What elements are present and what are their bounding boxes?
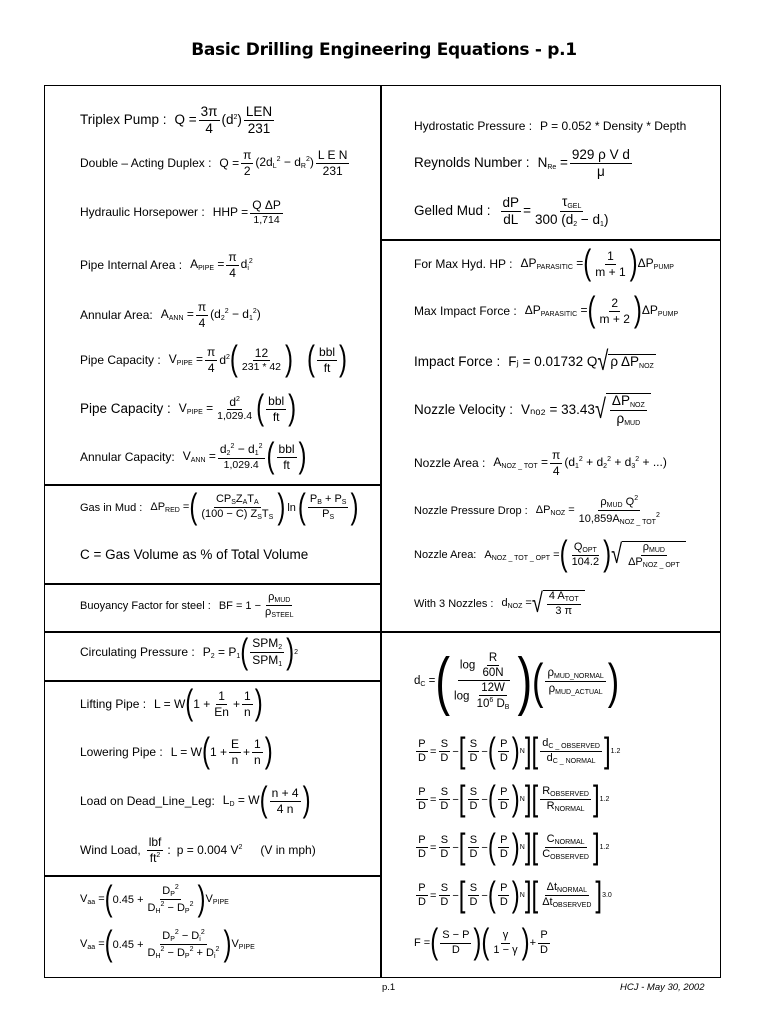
buoyancy-factor-equation: Buoyancy Factor for steel : BF = 1 − $\rho_{MUD}$ $\rho_{STEEL}$ [80,591,294,620]
divider [44,484,381,486]
page-title: Basic Drilling Engineering Equations - p.1 [191,40,577,60]
page-number: p.1 [382,982,396,993]
divider [44,680,381,682]
nozzle-velocity-const: Vₙₒ₂ = 33.43 [521,401,595,417]
triplex-pump-label: Triplex Pump : [80,112,167,128]
pipe-internal-area-label: Pipe Internal Area : [80,257,183,272]
nozzle-pressure-drop-equation: Nozzle Pressure Drop : $\Delta P_{NOZ}$ = $\rho_{MUD}$ $Q^2$ $10,859A_{NOZ \_ TOT}^2$ [414,495,660,527]
divider [380,631,721,633]
reynolds-number-equation: Reynolds Number : $N_{Re}$ = $\frac{\text{929 ρ V d}}{\mu}$ [414,147,630,180]
column-divider [380,85,382,978]
impact-force-label: Impact Force : [414,353,501,369]
double-acting-duplex-label: Double – Acting Duplex : [80,155,212,170]
gelled-mud-equation: Gelled Mud : $\frac{dP}{dL}$ = $\tau_{GEL}$ 300 $(d_2 - d_1)$ [414,194,609,229]
nozzle-area-opt-equation: Nozzle Area: $A_{NOZ \_ TOT \_ OPT}$ = ( $Q_{OPT}$ 104.2 ) √ $\rho_{MUD}$ $\Delta P_{NOZ \_ OPT}$ [414,541,686,570]
author-date: HCJ - May 30, 2002 [620,982,705,993]
double-acting-duplex-equation: Double – Acting Duplex : Q = $\frac{\pi}{2}$ $(2d_L^2 - d_R^2)$ L E N 231 [80,148,348,178]
wind-load-equation: Wind Load, lbf $ft^2$ : p = 0.004 $V^2$ (V in mph) [80,835,316,865]
lifting-pipe-equation: Lifting Pipe : L = W ( 1 + $\frac{1}{En}$ + $\frac{1}{n}$ ) [80,683,263,723]
annular-area-equation: Annular Area: $A_{ANN}$ = $\frac{\pi}{4}$ $(d_2^2 - d_1^2)$ [80,300,261,330]
circulating-pressure-equation: Circulating Pressure : $P_2 = P_1$ ( $SPM_2$ $SPM_1$ ) 2 [80,632,299,672]
impact-force-equation: Impact Force : Fⱼ = 0.01732 Q √ ρ $\Delta P_{NOZ}$ [414,347,654,377]
divider [44,875,381,877]
gas-in-mud-label: Gas in Mud : [80,501,143,514]
pipe-capacity-2-equation: Pipe Capacity : $V_{PIPE}$ = $\frac{d^2}{1,029.4}$ ( bbl ft ) [80,388,297,428]
nozzle-area-opt-label: Nozzle Area: [414,549,477,562]
hydrostatic-formula: P = 0.052 * Density * Depth [540,119,687,133]
hydrostatic-pressure-equation [414,120,686,133]
nozzle-velocity-equation: Nozzle Velocity : Vₙₒ₂ = 33.43 √ $\Delta P_{NOZ}$ $\rho_{MUD}$ [414,393,651,428]
pipe-capacity-1-label: Pipe Capacity : [80,352,161,367]
buoyancy-factor-label: Buoyancy Factor for steel : [80,599,211,612]
lowering-pipe-label: Lowering Pipe : [80,744,163,759]
hydrostatic-pressure-label: Hydrostatic Pressure : [414,119,533,133]
max-hyd-hp-equation: For Max Hyd. HP : $\Delta P_{PARASITIC}$ = ( 1 m + 1 ) $\Delta P_{PUMP}$ [414,243,674,283]
pipe-internal-area-equation: Pipe Internal Area : $A_{PIPE}$ = $\frac{\pi}{4}$ $d_i^2$ [80,250,253,280]
gelled-mud-label: Gelled Mud : [414,203,491,219]
pipe-capacity-2-label: Pipe Capacity : [80,400,171,416]
nozzle-area-equation: Nozzle Area : $A_{NOZ \_ TOT}$ = $\frac{\pi}{4}$ ($d_1^2 + d_2^2 + d_3^2$ + ...) [414,448,667,478]
annular-velocity-1-equation: $V_{aa}$ = ( 0.45 + $\frac{D_P^2}{D_H^2 - D_P^2}$ ) $V_{PIPE}$ [80,879,229,919]
max-hyd-hp-label: For Max Hyd. HP : [414,256,513,271]
three-nozzles-equation: With 3 Nozzles : $d_{NOZ}$ = √ 4 $A_{TOT}$ 3 π [414,590,585,618]
gas-volume-note: C = Gas Volume as % of Total Volume [80,547,309,562]
pore-pressure-dc-equation: $\frac{P}{D}$ = $\frac{S}{D}$ − [ S D − ( P D ) N ] [ $d_{C \_ OBSERVED}$ $d_{C \_ NORMAL}$ ] 1.2 [418,731,621,771]
reynolds-number-label: Reynolds Number : [414,155,530,171]
hydraulic-horsepower-equation: Hydraulic Horsepower : HHP = $\frac{\text{Q ΔP}}{1,714}$ [80,198,281,226]
pore-pressure-conductivity-equation: $\frac{P}{D}$ = $\frac{S}{D}$ − [ S D − ( P D ) N ] [ $C_{NORMAL}$ $C_{OBSERVED}$ ] 1.2 [418,827,610,867]
nozzle-pressure-drop-label: Nozzle Pressure Drop : [414,504,528,517]
three-nozzles-label: With 3 Nozzles : [414,597,494,610]
triplex-pump-equation: Triplex Pump : Q = $\frac{3\pi}{4}$ $(d^2)$ LEN 231 [80,104,273,137]
max-impact-force-equation: Max Impact Force : $\Delta P_{PARASITIC}$ = ( 2 m + 2 ) $\Delta P_{PUMP}$ [414,290,679,330]
max-impact-force-label: Max Impact Force : [414,303,517,318]
load-dead-line-equation: Load on Dead_Line_Leg: $L_D = W$ ( n + 4 4 n ) [80,780,311,820]
divider [380,239,721,241]
dc-exponent-equation: $d_C$ = ( log $\frac{R}{60N}$ log $\frac{12W}{10^6 D_B}$ ) ( $\rho_{MUD\_NORMAL}$ $\rho_{MUD\_ACTUAL}$ ) [414,645,620,717]
divider [44,631,381,633]
fracture-gradient-equation: F = ( S − P D ) ( γ 1 − γ ) + $\frac{P}{D}$ [414,922,548,962]
nozzle-velocity-label: Nozzle Velocity : [414,401,514,417]
annular-capacity-label: Annular Capacity: [80,449,175,464]
pore-pressure-sonic-equation: $\frac{P}{D}$ = $\frac{S}{D}$ − [ S D − ( P D ) N ] [ $\Delta t_{NORMAL}$ $\Delta t_{OBSERVED}$ ] 3.0 [418,875,612,915]
hydraulic-horsepower-label: Hydraulic Horsepower : [80,204,205,219]
lifting-pipe-label: Lifting Pipe : [80,696,147,711]
circulating-pressure-label: Circulating Pressure : [80,645,195,660]
lowering-pipe-equation: Lowering Pipe : L = W ( 1 + $\frac{E}{n}$ + $\frac{1}{n}$ ) [80,731,273,771]
load-dead-line-label: Load on Dead_Line_Leg: [80,793,215,808]
pipe-capacity-1-equation: Pipe Capacity : $V_{PIPE}$ = $\frac{\pi}{4}$ $d^2$ ( 12 231 * 42 ) ( bbl ft ) [80,339,348,379]
wind-load-units: (V in mph) [260,842,316,857]
nozzle-area-label: Nozzle Area : [414,455,486,470]
wind-load-label: Wind Load, [80,842,141,857]
annular-velocity-2-equation: $V_{aa}$ = ( 0.45 + $\frac{D_P^2 - D_i^2}{D_H^2 - D_P^2 + D_i^2}$ ) $V_{PIPE}$ [80,924,255,964]
annular-area-label: Annular Area: [80,307,153,322]
divider [44,583,381,585]
gas-in-mud-equation: Gas in Mud : $\Delta P_{RED}$ = ( $CP_SZ_AT_A$ (100 − C) $Z_ST_S$ ) ln ( $P_B + P_S$ $P_S$ ) [80,487,359,527]
impact-force-formula: Fⱼ = 0.01732 Q [508,353,598,369]
annular-capacity-equation: Annular Capacity: $V_{ANN}$ = $\frac{d_2^2 - d_1^2}{1,029.4}$ ( bbl ft ) [80,436,307,477]
pore-pressure-resistivity-equation: $\frac{P}{D}$ = $\frac{S}{D}$ − [ S D − ( P D ) N ] [ $R_{OBSERVED}$ $R_{NORMAL}$ ] 1.2 [418,779,610,819]
